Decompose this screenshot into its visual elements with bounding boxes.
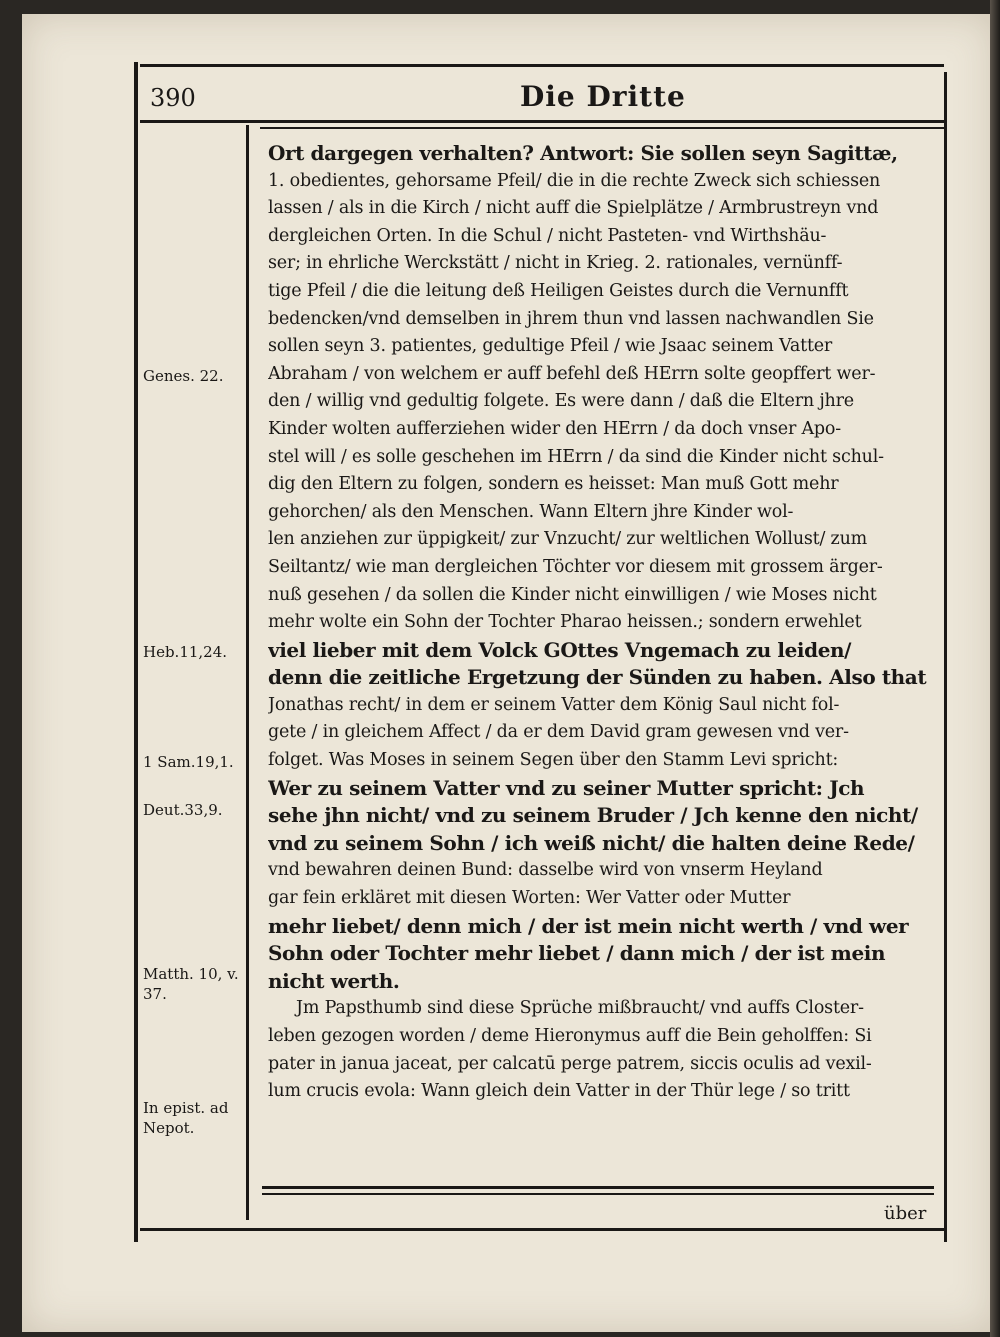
text-line: vnd zu seinem Sohn / ich weiß nicht/ die halten deine Rede/: [268, 830, 915, 855]
text-line: stel will / es solle geschehen im HErrn / da sind die Kinder nicht schul-: [268, 446, 884, 467]
margin-note-genesis: Genes. 22.: [143, 367, 224, 385]
text-line: 1. obedientes, gehorsame Pfeil/ die in die rechte Zweck sich schiessen: [268, 170, 881, 191]
header-rule-secondary: [260, 127, 944, 129]
text-bottom-rule-secondary: [262, 1193, 934, 1195]
text-line: Jonathas recht/ in dem er seinem Vatter dem König Saul nicht fol-: [268, 694, 840, 715]
text-line: den / willig vnd gedultig folgete. Es were dann / daß die Eltern jhre: [268, 391, 854, 412]
main-text-block: [268, 140, 936, 1106]
text-line: bedencken/vnd demselben in jhrem thun vnd lassen nachwandlen Sie: [268, 308, 874, 329]
text-line: tige Pfeil / die die leitung deß Heiligen Geistes durch die Vernunfft: [268, 280, 849, 301]
text-line: Jm Papsthumb sind diese Sprüche mißbraucht/ vnd auffs Closter-: [296, 998, 864, 1019]
bottom-rule: [140, 1228, 944, 1231]
margin-note-matthew: Matth. 10, v. 37.: [143, 965, 239, 1003]
text-bottom-rule: [262, 1186, 934, 1189]
text-line: mehr liebet/ denn mich / der ist mein nicht werth / vnd wer: [268, 913, 909, 938]
text-line: Kinder wolten aufferziehen wider den HErrn / da doch vnser Apo-: [268, 418, 841, 439]
margin-note-epistle: In epist. ad Nepot.: [143, 1099, 229, 1137]
text-line: mehr wolte ein Sohn der Tochter Pharao heissen.; sondern erwehlet: [268, 612, 862, 633]
text-line: vnd bewahren deinen Bund: dasselbe wird von vnserm Heyland: [268, 860, 823, 881]
text-line: sollen seyn 3. patientes, gedultige Pfeil / wie Jsaac seinem Vatter: [268, 336, 833, 357]
text-line: ser; in ehrliche Werckstätt / nicht in Krieg. 2. rationales, vernünff-: [268, 253, 843, 274]
text-line: gete / in gleichem Affect / da er dem David gram gewesen vnd ver-: [268, 722, 849, 743]
margin-note-hebrews: Heb.11,24.: [143, 643, 228, 661]
text-line: Ort dargegen verhalten? Antwort: Sie sollen seyn Sagittæ,: [268, 141, 898, 165]
frame-left-rule: [134, 62, 138, 1242]
header-rule: [140, 120, 944, 123]
text-line: gehorchen/ als den Menschen. Wann Eltern jhre Kinder wol-: [268, 501, 794, 522]
text-line: folget. Was Moses in seinem Segen über den Stamm Levi spricht:: [268, 750, 839, 771]
margin-note-samuel: 1 Sam.19,1.: [143, 753, 234, 771]
text-line: Wer zu seinem Vatter vnd zu seiner Mutter spricht: Jch: [268, 775, 865, 800]
text-line: denn die zeitliche Ergetzung der Sünden zu haben. Also that: [268, 665, 927, 690]
margin-note-deuteronomy: Deut.33,9.: [143, 801, 223, 819]
text-line: leben gezogen worden / deme Hieronymus auff die Bein geholffen: Si: [268, 1026, 872, 1046]
text-line: viel lieber mit dem Volck GOttes Vngemach zu leiden/: [268, 637, 852, 662]
margin-column-divider: [246, 125, 249, 1220]
text-line: sehe jhn nicht/ vnd zu seinem Bruder / Jch kenne den nicht/: [268, 803, 918, 828]
text-line: lassen / als in die Kirch / nicht auff die Spielplätze / Armbrustreyn vnd: [268, 198, 879, 219]
text-line: nuß gesehen / da sollen die Kinder nicht einwilligen / wie Moses nicht: [268, 584, 877, 605]
page-number: 390: [150, 84, 196, 112]
text-line: gar fein erkläret mit diesen Worten: Wer Vatter oder Mutter: [268, 888, 791, 909]
text-line: Seiltantz/ wie man dergleichen Töchter vor diesem mit grossem ärger-: [268, 556, 883, 577]
text-line: Abraham / von welchem er auff befehl deß HErrn solte geopffert wer-: [268, 363, 876, 384]
catchword: über: [884, 1203, 927, 1224]
text-line: len anziehen zur üppigkeit/ zur Vnzucht/ zur weltlichen Wollust/ zum: [268, 529, 868, 550]
page-edge: [990, 0, 1000, 1337]
text-line: nicht werth.: [268, 968, 400, 993]
text-line: lum crucis evola: Wann gleich dein Vatter in der Thür lege / so tritt: [268, 1081, 850, 1102]
top-rule: [140, 64, 944, 67]
text-line: Sohn oder Tochter mehr liebet / dann mich / der ist mein: [268, 941, 886, 966]
running-title: Die Dritte: [520, 80, 686, 113]
text-line: dig den Eltern zu folgen, sondern es heisset: Man muß Gott mehr: [268, 474, 839, 495]
text-line: pater in janua jaceat, per calcatū perge patrem, siccis oculis ad vexil-: [268, 1053, 872, 1074]
text-line: dergleichen Orten. In die Schul / nicht Pasteten- vnd Wirthshäu-: [268, 225, 827, 246]
frame-right-rule: [944, 72, 947, 1242]
